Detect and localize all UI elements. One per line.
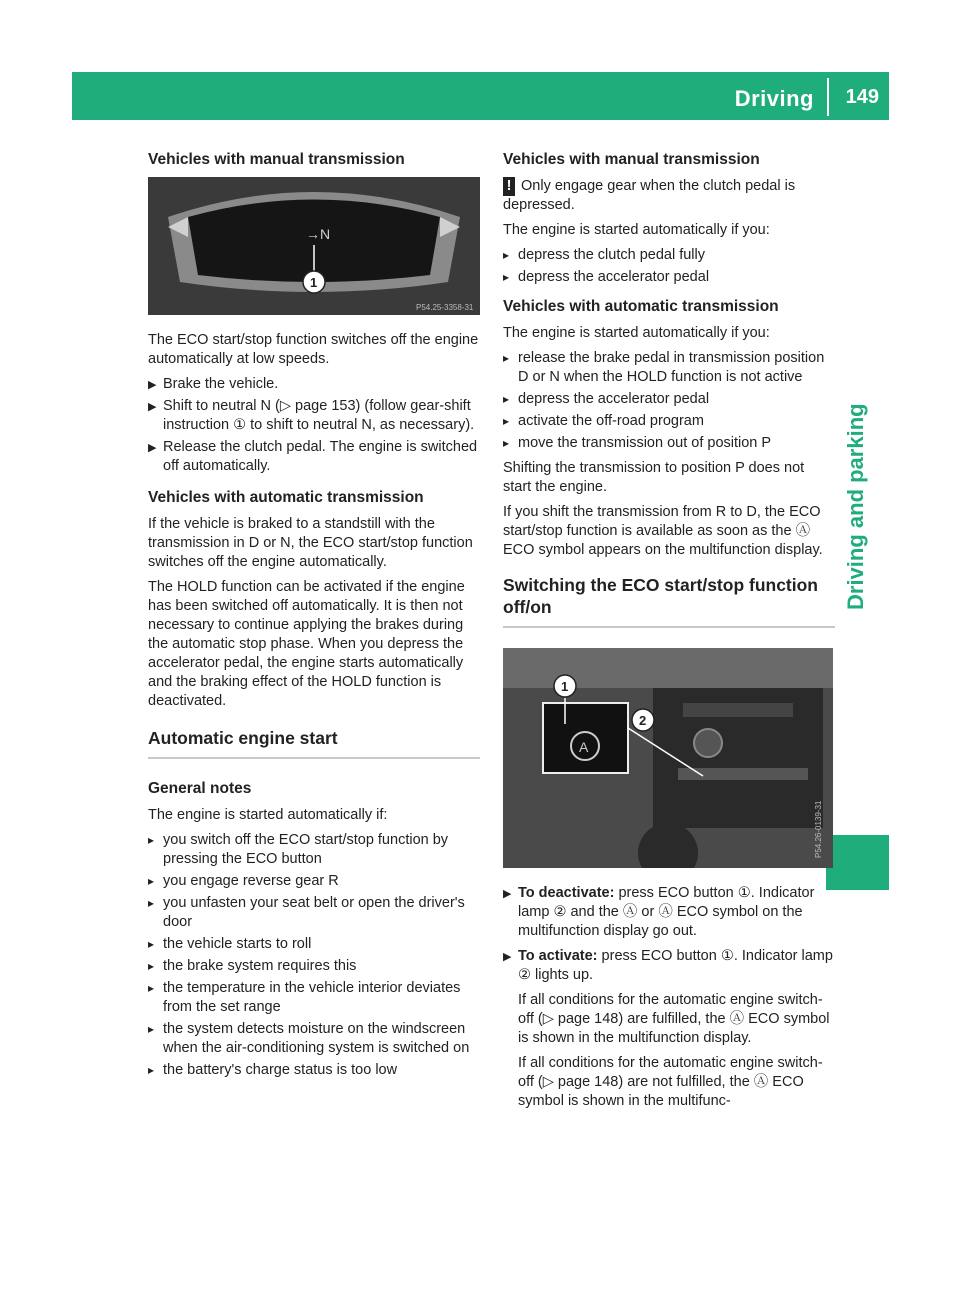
auto-right-paragraph-1: Shifting the transmission to position P does not start the engine. xyxy=(503,460,805,495)
step-2: ▶ Shift to neutral N (▷ page 153) (follow gear-shift instruction ① to shift to neutral N, as necessary). xyxy=(148,397,480,435)
list-item: ▸ you unfasten your seat belt or open the driver's door xyxy=(148,894,480,932)
activate-text: press ECO button ①. Indicator lamp ② lights up. xyxy=(518,948,833,983)
cluster-callout-1: 1 xyxy=(310,275,318,290)
list-item: ▸ you switch off the ECO start/stop function by pressing the ECO button xyxy=(148,831,480,869)
activate-label: To activate: xyxy=(518,948,598,964)
activate-step xyxy=(503,947,835,1111)
auto-right-paragraph-2: If you shift the transmission from R to D, the ECO start/stop function is available as soon as the Ⓐ ECO symbol appears on the multifunction display. xyxy=(503,504,823,558)
manual-list xyxy=(503,246,835,287)
auto-list xyxy=(503,349,835,453)
general-list xyxy=(148,831,480,1080)
right-column xyxy=(503,150,835,1117)
list-item: ▸ move the transmission out of position P xyxy=(503,434,835,453)
auto-paragraph-2: The HOLD function can be activated if the engine has been switched off automatically. It is then not necessary to continue applying the brakes during the automatic stop phase. When you depress the accelerator pedal, the engine starts automatically and the braking effect of the HOLD function is deactivated. xyxy=(148,579,465,709)
list-item: ▸ release the brake pedal in transmission position D or N when the HOLD function is not active xyxy=(503,349,835,387)
activation-steps xyxy=(503,884,835,1111)
header-divider xyxy=(827,78,829,116)
header-title: Driving xyxy=(734,86,814,111)
left-column xyxy=(148,150,480,1086)
side-tab-marker xyxy=(826,835,889,890)
deactivate-text: press ECO button ①. Indicator lamp ② and the Ⓐ or Ⓐ ECO symbol on the multifunction display go out. xyxy=(518,885,815,939)
auto-start-heading: Automatic engine start xyxy=(148,727,480,759)
page-header xyxy=(72,72,889,120)
console-callout-1: 1 xyxy=(561,679,569,694)
procedure-steps xyxy=(148,375,480,476)
list-item: ▸ activate the off-road program xyxy=(503,412,835,431)
auto-heading-right: Vehicles with automatic transmission xyxy=(503,298,779,315)
console-callout-2: 2 xyxy=(639,713,647,728)
warning-icon: ! xyxy=(503,177,515,196)
list-item: ▸ the brake system requires this xyxy=(148,957,480,976)
deactivate-step xyxy=(503,884,835,941)
manual-heading-right: Vehicles with manual transmission xyxy=(503,151,760,168)
list-item: ▸ depress the accelerator pedal xyxy=(503,268,835,287)
activate-paragraph-2: If all conditions for the automatic engine switch-off (▷ page 148) are not fulfilled, the Ⓐ ECO symbol is shown in the multifunc- xyxy=(518,1055,823,1109)
side-tab-label: Driving and parking xyxy=(843,403,868,610)
cluster-image-code: P54.25-3358-31 xyxy=(416,303,474,312)
step-1: ▶ Brake the vehicle. xyxy=(148,375,480,394)
center-console-image xyxy=(503,648,833,868)
list-item: ▸ the temperature in the vehicle interior deviates from the set range xyxy=(148,979,480,1017)
auto-paragraph-1: If the vehicle is braked to a standstill with the transmission in D or N, the ECO start/stop function switches off the engine automatically. xyxy=(148,516,473,570)
auto-intro: The engine is started automatically if you: xyxy=(503,325,770,341)
list-item: ▸ the system detects moisture on the windscreen when the air-conditioning system is switched on xyxy=(148,1020,480,1058)
list-item: ▸ the vehicle starts to roll xyxy=(148,935,480,954)
list-item: ▸ you engage reverse gear R xyxy=(148,872,480,891)
page-number: 149 xyxy=(845,86,879,108)
eco-intro: The ECO start/stop function switches off the engine automatically at low speeds. xyxy=(148,332,479,367)
deactivate-label: To deactivate: xyxy=(518,885,615,901)
instrument-cluster-image xyxy=(148,177,480,315)
manual-heading-left: Vehicles with manual transmission xyxy=(148,151,405,168)
svg-text:A: A xyxy=(579,739,589,755)
general-intro: The engine is started automatically if: xyxy=(148,807,388,823)
auto-heading-left: Vehicles with automatic transmission xyxy=(148,489,424,506)
list-item: ▸ the battery's charge status is too low xyxy=(148,1061,480,1080)
list-item: ▸ depress the clutch pedal fully xyxy=(503,246,835,265)
general-notes-heading: General notes xyxy=(148,780,252,797)
switch-heading: Switching the ECO start/stop function off/on xyxy=(503,574,835,628)
step-3: ▶ Release the clutch pedal. The engine is switched off automatically. xyxy=(148,438,480,476)
list-item: ▸ depress the accelerator pedal xyxy=(503,390,835,409)
manual-intro: The engine is started automatically if you: xyxy=(503,222,770,238)
activate-paragraph-1: If all conditions for the automatic engine switch-off (▷ page 148) are fulfilled, the Ⓐ ECO symbol is shown in the multifunction display. xyxy=(518,992,830,1046)
console-image-code: P54.26-0139-31 xyxy=(814,800,823,858)
warning-text: Only engage gear when the clutch pedal is depressed. xyxy=(503,178,796,213)
svg-text:→N: →N xyxy=(306,226,331,242)
